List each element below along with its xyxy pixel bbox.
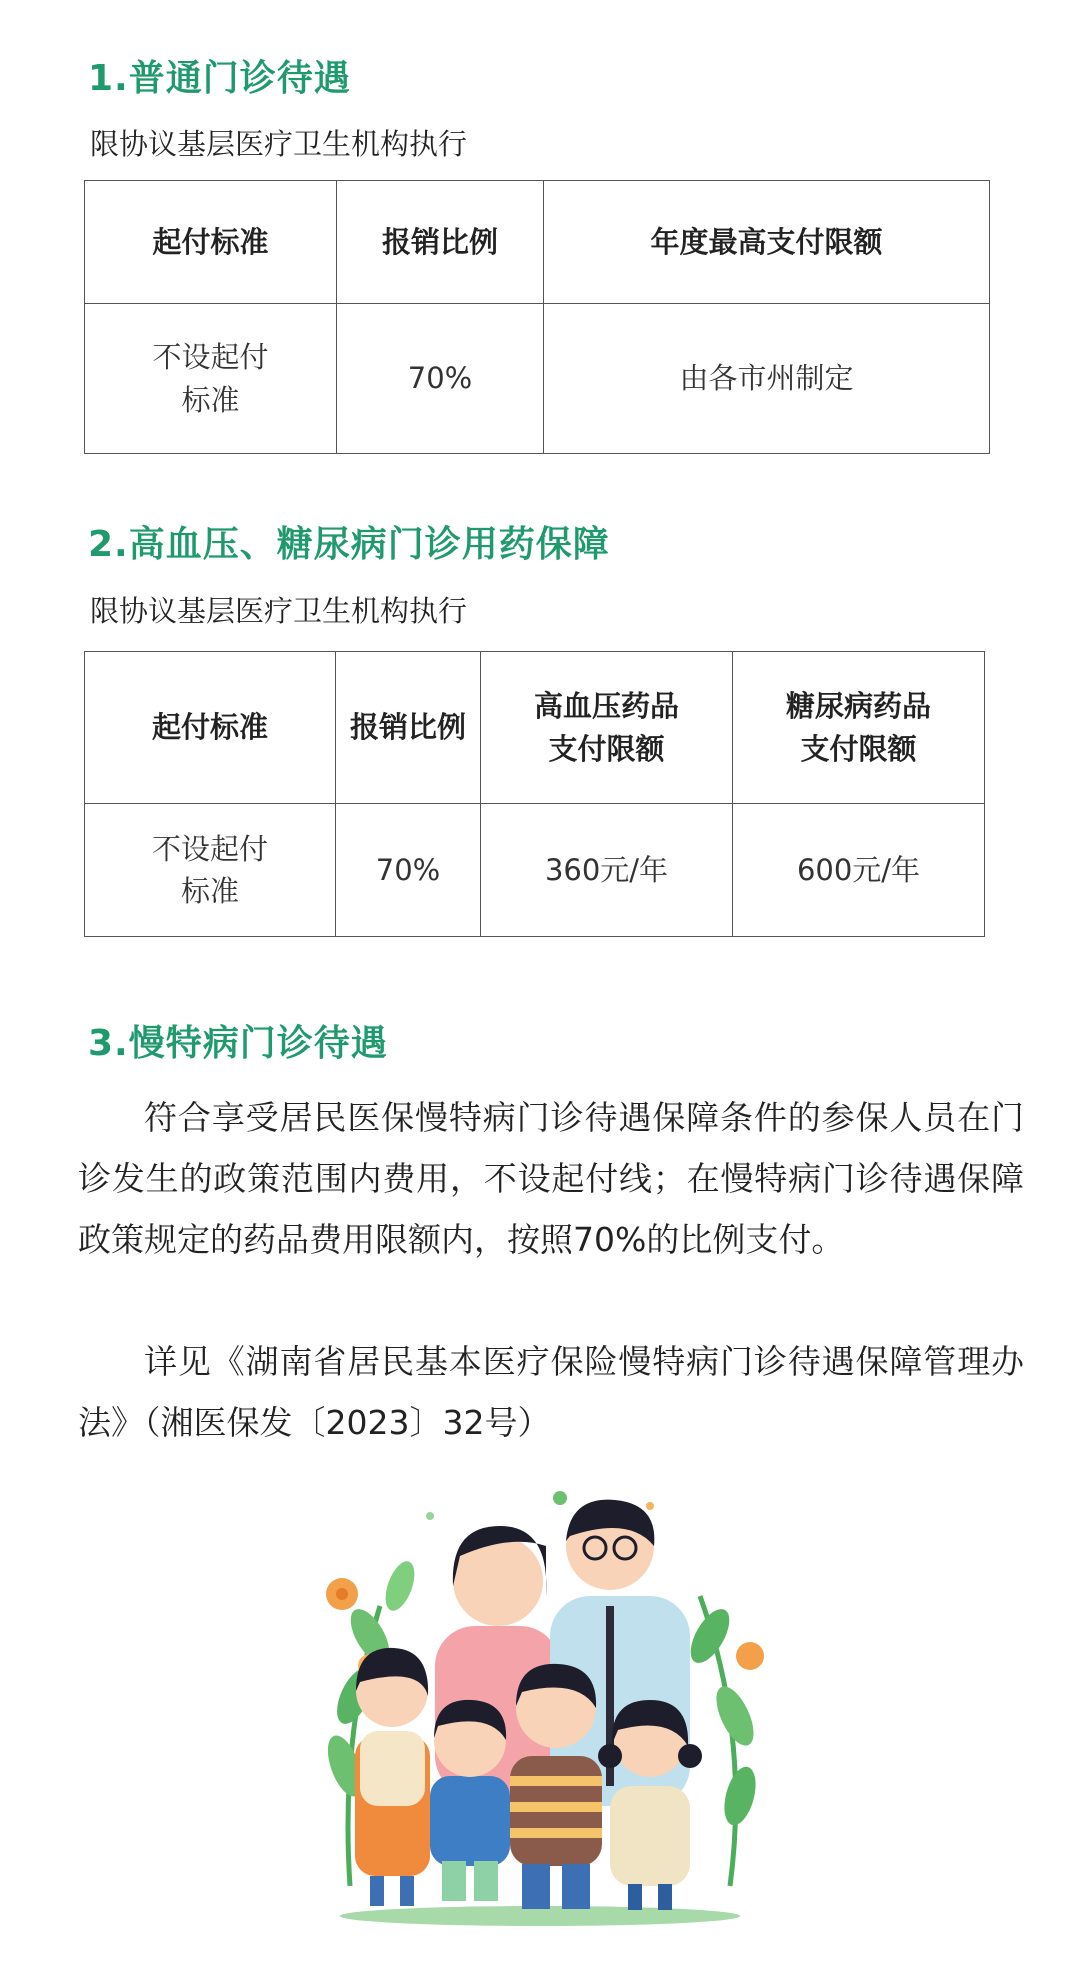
table-cell: 70% bbox=[337, 304, 544, 454]
cell-text: 不设起付标准 bbox=[151, 831, 268, 908]
boy-striped-figure bbox=[510, 1664, 602, 1909]
section2-subtitle: 限协议基层医疗卫生机构执行 bbox=[90, 594, 468, 628]
table-header-cell: 起付标准 bbox=[85, 181, 337, 304]
table-header-cell: 年度最高支付限额 bbox=[544, 181, 990, 304]
table-header-cell bbox=[481, 652, 733, 804]
section2-table bbox=[84, 651, 985, 937]
table-cell: 360元/年 bbox=[481, 804, 733, 937]
table-header-row bbox=[85, 181, 990, 304]
table-header-cell: 起付标准 bbox=[85, 652, 336, 804]
family-illustration bbox=[310, 1486, 770, 1926]
boy-small-figure bbox=[430, 1700, 510, 1901]
table-cell: 600元/年 bbox=[733, 804, 985, 937]
section3-title: 3.慢特病门诊待遇 bbox=[88, 1023, 388, 1064]
section1-subtitle: 限协议基层医疗卫生机构执行 bbox=[90, 127, 468, 161]
table-cell bbox=[85, 804, 336, 937]
header-text: 糖尿病药品支付限额 bbox=[785, 689, 931, 766]
table-cell: 由各市州制定 bbox=[544, 304, 990, 454]
paragraph-body: 符合享受居民医保慢特病门诊待遇保障条件的参保人员在门诊发生的政策范围内费用，不设起付线；在慢特病门诊待遇保障政策规定的药品费用限额内，按照70%的比例支付。 bbox=[78, 1098, 1024, 1259]
table-cell bbox=[85, 304, 337, 454]
table-cell: 70% bbox=[336, 804, 481, 937]
table-header-cell: 报销比例 bbox=[336, 652, 481, 804]
table-header-row bbox=[85, 652, 985, 804]
table-row bbox=[85, 804, 985, 937]
section1-table bbox=[84, 180, 990, 454]
section2-title: 2.高血压、糖尿病门诊用药保障 bbox=[88, 524, 610, 565]
header-text: 高血压药品支付限额 bbox=[533, 689, 679, 766]
paragraph-reference: 详见《湖南省居民基本医疗保险慢特病门诊待遇保障管理办法》（湘医保发〔2023〕32号） bbox=[78, 1342, 1024, 1442]
table-row bbox=[85, 304, 990, 454]
girl-right-figure bbox=[598, 1700, 702, 1910]
table-header-cell: 报销比例 bbox=[337, 181, 544, 304]
section1-title: 1.普通门诊待遇 bbox=[88, 58, 351, 99]
girl-left-figure bbox=[355, 1648, 430, 1906]
cell-text: 不设起付标准 bbox=[152, 340, 269, 417]
table-header-cell bbox=[733, 652, 985, 804]
